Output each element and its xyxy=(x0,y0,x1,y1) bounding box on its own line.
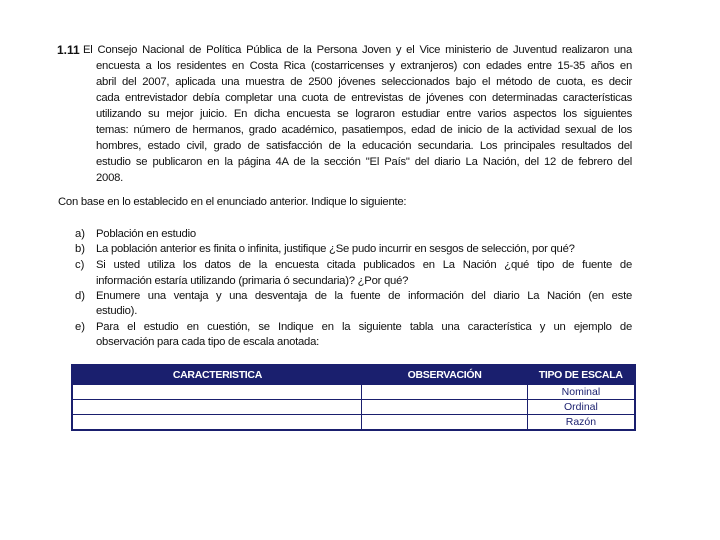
header-observacion: OBSERVACIÓN xyxy=(362,365,527,385)
item-text: información estaría utilizando (primaria ó secundaria)? ¿Por qué? xyxy=(96,275,409,287)
statement-line: cada entrevistador debía completar una cuota de entrevistas de jóvenes con determinadas características xyxy=(96,92,632,104)
statement-line: abril del 2007, aplicada una muestra de 2500 jóvenes seleccionados bajo el método de cuota, es decir xyxy=(96,76,632,88)
item-text: La población anterior es finita o infinita, justifique ¿Se pudo incurrir en sesgos de selección, por qué? xyxy=(96,243,575,255)
statement-line: temas: número de hermanos, grado académico, pasatiempos, edad de inicio de la actividad sexual de los xyxy=(96,124,632,136)
item-text: Para el estudio en cuestión, se Indique en la siguiente tabla una característica y un ejemplo de xyxy=(96,321,632,333)
cell-observacion[interactable] xyxy=(362,385,527,400)
statement-line: 2008. xyxy=(96,172,124,184)
item-label: b) xyxy=(75,243,86,255)
item-text: observación para cada tipo de escala anotada: xyxy=(96,336,320,348)
cell-tipo-escala: Ordinal xyxy=(527,400,635,415)
statement-line: utilizando su mejor juicio. En dicha encuesta se lograron estudiar entre varios aspectos los siguientes xyxy=(96,108,632,120)
cell-caracteristica[interactable] xyxy=(72,400,362,415)
table-row xyxy=(72,415,635,431)
cell-observacion[interactable] xyxy=(362,415,527,431)
table-row xyxy=(72,385,635,400)
item-text: Enumere una ventaja y una desventaja de la fuente de información del diario La Nación (en este xyxy=(96,290,632,302)
statement-line: El Consejo Nacional de Política Pública de la Persona Joven y el Vice ministerio de Juventud realizaron una xyxy=(83,44,632,56)
header-tipo-escala: TIPO DE ESCALA xyxy=(527,365,635,385)
cell-caracteristica[interactable] xyxy=(72,415,362,431)
item-label: e) xyxy=(75,321,86,333)
cell-caracteristica[interactable] xyxy=(72,385,362,400)
item-label: c) xyxy=(75,259,85,271)
cell-tipo-escala: Nominal xyxy=(527,385,635,400)
scale-table xyxy=(71,364,636,431)
cell-tipo-escala: Razón xyxy=(527,415,635,431)
item-text: estudio). xyxy=(96,305,138,317)
statement-line: hombres, estado civil, grado de satisfacción de la educación secundaria. Los principales resultados del xyxy=(96,140,632,152)
header-caracteristica: CARACTERISTICA xyxy=(72,365,362,385)
item-label: a) xyxy=(75,228,86,240)
table-row xyxy=(72,400,635,415)
statement-line: encuesta a los residentes en Costa Rica (costarricenses y extranjeros) con edades entre 15-35 años en xyxy=(96,60,632,72)
item-text: Población en estudio xyxy=(96,228,196,240)
table-header-row xyxy=(72,365,635,385)
item-text: Si usted utiliza los datos de la encuesta citada publicados en La Nación ¿qué tipo de fuente de xyxy=(96,259,632,271)
instruction-text: Con base en lo establecido en el enunciado anterior. Indique lo siguiente: xyxy=(58,196,407,208)
statement-line: estudio se publicaron en la página 4A de la sección "El País" del diario La Nación, del 12 de febrero del xyxy=(96,156,632,168)
problem-number: 1.11 xyxy=(57,43,80,57)
item-label: d) xyxy=(75,290,86,302)
cell-observacion[interactable] xyxy=(362,400,527,415)
